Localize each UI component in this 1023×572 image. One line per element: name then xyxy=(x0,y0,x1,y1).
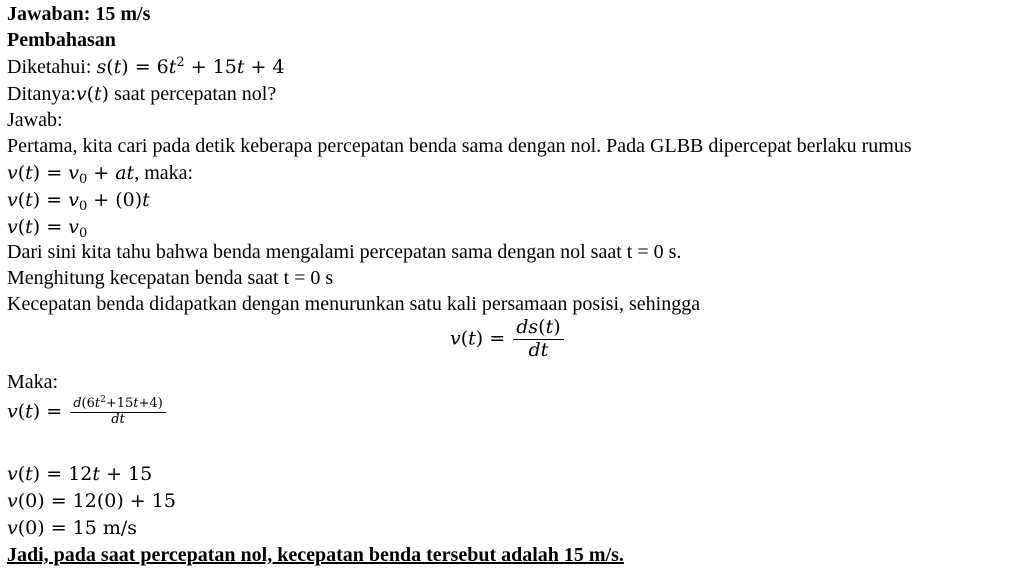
asked-suffix: saat percepatan nol? xyxy=(109,83,277,105)
substitution-step: $v(t) = v_0 + (0)t$ xyxy=(7,189,150,214)
velocity-at-zero-result: v(0) = 15 m/s xyxy=(7,517,138,539)
asked-line xyxy=(7,82,276,106)
derivative-substitution-fraction: $\frac{d(6t^2+15t+4)}{dt}$ xyxy=(70,397,166,428)
velocity-at-zero-step: v(0) = 12(0) + 15 xyxy=(7,490,176,512)
velocity-symbol: v(t) xyxy=(75,83,110,105)
maka-suffix: , maka: xyxy=(134,162,194,184)
asked-label: Ditanya: xyxy=(7,83,76,105)
maka-label: Maka: xyxy=(7,371,59,393)
compute-intro: Menghitung kecepatan benda saat t = 0 s xyxy=(7,267,334,289)
velocity-function: v(t) = 12t + 15 xyxy=(7,463,153,485)
answer-intro: Jawab: xyxy=(7,109,63,131)
simplified-step: $v(t) = v_0$ xyxy=(7,216,88,241)
position-equation: $s(t) = 6t^2 + 15t + 4$ xyxy=(96,55,285,78)
glbb-formula: $v(t) = v_0$ + at xyxy=(7,162,135,187)
final-conclusion: Jadi, pada saat percepatan nol, kecepatan benda tersebut adalah 15 m/s. xyxy=(7,544,624,566)
derive-intro: Kecepatan benda didapatkan dengan menurunkan satu kali persamaan posisi, sehingga xyxy=(7,293,701,315)
explanation-paragraph: Pertama, kita cari pada detik keberapa percepatan benda sama dengan nol. Pada GLBB dipercepat berlaku rumus xyxy=(7,135,912,157)
zero-acceleration-conclusion: Dari sini kita tahu bahwa benda mengalami percepatan sama dengan nol saat t = 0 s. xyxy=(7,241,682,263)
derivative-substitution: v(t) = $\frac{d(6t^2+15t+4)}{dt}$ xyxy=(7,397,168,428)
discussion-heading: Pembahasan xyxy=(7,29,116,51)
derivative-definition: v(t) = $\frac{ds(t)}{dt}$ xyxy=(450,317,566,362)
given-label: Diketahui: xyxy=(7,56,97,78)
derivative-fraction: $\frac{ds(t)}{dt}$ xyxy=(513,317,563,362)
answer-heading: Jawaban: 15 m/s xyxy=(7,3,151,25)
given-line xyxy=(7,55,285,79)
glbb-formula-line xyxy=(7,161,193,185)
